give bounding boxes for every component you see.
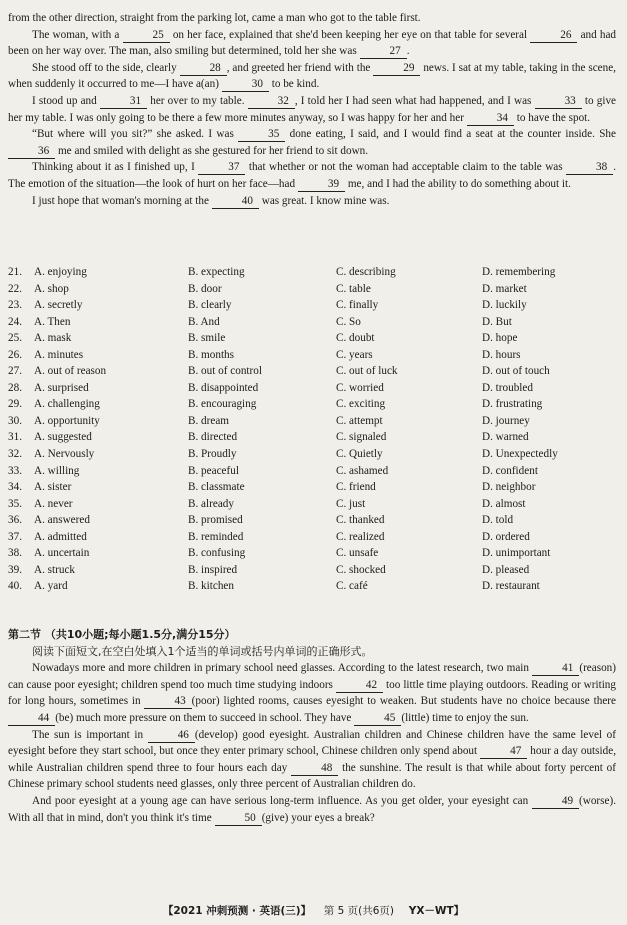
option-c: C. shocked (336, 563, 386, 576)
option-c: C. describing (336, 266, 396, 278)
option-d: D. neighbor (482, 481, 536, 494)
answer-blank: 31 (100, 95, 147, 109)
paragraph (8, 10, 616, 27)
option-d: D. Unexpectedly (482, 448, 558, 461)
question-number: 39. (8, 563, 22, 576)
option-d: D. told (482, 514, 514, 527)
option-c: C. attempt (336, 414, 383, 427)
option-row (8, 266, 618, 283)
text-run: The woman, with a (32, 28, 123, 41)
answer-blank: 45 (354, 712, 401, 726)
question-number: 34. (8, 481, 22, 494)
paragraph (8, 193, 616, 210)
option-row (8, 465, 618, 482)
text-run: (worse). With all that in mind, don't you think it's time (8, 794, 616, 824)
answer-blank: 29 (373, 62, 420, 76)
option-c: C. café (336, 580, 368, 593)
option-b: B. reminded (188, 530, 244, 543)
answer-blank: 27 (360, 45, 407, 59)
option-d: D. luckily (482, 299, 527, 312)
option-a: A. out of reason (34, 365, 107, 378)
option-d: D. pleased (482, 563, 530, 576)
text-run: And poor eyesight at a young age can have serious long-term influence. As you get older, your eyesight can (32, 794, 532, 807)
option-b: B. disappointed (188, 381, 259, 394)
option-a: A. enjoying (34, 266, 87, 278)
text-run: to be kind. (268, 78, 320, 91)
option-b: B. confusing (188, 547, 246, 560)
paragraph (8, 793, 616, 826)
option-c: C. realized (336, 530, 385, 543)
option-row (8, 283, 618, 300)
option-a: A. struck (34, 563, 76, 576)
section-2 (8, 627, 616, 826)
footer-title: 【2021 冲刺预测 · 英语(三)】 (162, 905, 312, 917)
option-d: D. restaurant (482, 580, 540, 593)
option-b: B. promised (188, 514, 243, 527)
text-run: (give) your eyes a break? (261, 811, 375, 824)
option-a: A. mask (34, 332, 72, 345)
answer-blank: 43 (144, 695, 191, 709)
option-d: D. unimportant (482, 547, 551, 560)
option-b: B. expecting (188, 266, 245, 278)
answer-blank: 34 (467, 112, 514, 126)
text-run: was great. I know mine was. (258, 194, 390, 207)
answer-blank: 49 (532, 795, 579, 809)
option-b: B. out of control (188, 365, 262, 378)
answer-blank: 37 (198, 161, 245, 175)
option-c: C. Quietly (336, 448, 383, 461)
text-run: I stood up and (32, 94, 100, 107)
option-a: A. uncertain (34, 547, 90, 560)
text-run: . The emotion of the situation—the look of hurt on her face—had (8, 161, 616, 190)
option-a: A. sister (34, 481, 72, 494)
option-d: D. journey (482, 414, 530, 427)
question-number: 29. (8, 398, 22, 411)
option-row (8, 481, 618, 498)
text-run: (little) time to enjoy the sun. (401, 711, 529, 724)
option-row (8, 316, 618, 333)
option-a: A. willing (34, 464, 80, 477)
option-row (8, 365, 618, 382)
question-number: 27. (8, 365, 22, 378)
text-run: Nowadays more and more children in primary school need glasses. According to the latest research, two main (32, 662, 533, 675)
option-b: B. peaceful (188, 464, 239, 477)
option-c: C. years (336, 348, 373, 361)
text-run: hour a day outside, while Australian children spend three to four hours each day (8, 745, 616, 774)
option-row (8, 580, 618, 597)
paragraph (8, 93, 616, 126)
option-c: C. signaled (336, 431, 387, 444)
options-table (8, 266, 618, 597)
option-c: C. doubt (336, 332, 375, 345)
option-b: B. directed (188, 431, 238, 444)
option-c: C. ashamed (336, 464, 389, 477)
option-a: A. Then (34, 315, 71, 328)
option-a: A. secretly (34, 299, 83, 312)
paragraph (8, 27, 616, 60)
page-footer (0, 903, 627, 918)
question-number: 26. (8, 348, 22, 361)
option-a: A. surprised (34, 381, 89, 394)
question-number: 23. (8, 299, 22, 312)
option-b: B. door (188, 282, 222, 295)
question-number: 30. (8, 414, 22, 427)
question-number: 40. (8, 580, 22, 593)
option-b: B. Proudly (188, 448, 237, 461)
option-a: A. answered (34, 514, 90, 527)
option-c: C. So (336, 315, 361, 328)
option-a: A. never (34, 497, 73, 510)
text-run: (poor) lighted rooms, causes eyesight to weaken. But students have no choice because there (191, 695, 616, 708)
option-row (8, 547, 618, 564)
option-c: C. exciting (336, 398, 386, 411)
text-run: , I told her I had seen what had happened, and I was (294, 94, 535, 107)
text-run: on her face, explained that she'd been keeping her eye on that table for several (169, 28, 531, 41)
text-run: Thinking about it as I finished up, I (32, 161, 199, 174)
answer-blank: 33 (535, 95, 582, 109)
option-row (8, 349, 618, 366)
text-run: to have the spot. (513, 111, 591, 124)
question-number: 24. (8, 315, 22, 328)
answer-blank: 38 (566, 161, 613, 175)
option-b: B. encouraging (188, 398, 257, 411)
option-d: D. hours (482, 348, 521, 361)
question-number: 36. (8, 514, 22, 527)
option-c: C. friend (336, 481, 376, 494)
option-a: A. minutes (34, 348, 84, 361)
text-run: me, and I had the ability to do something about it. (345, 177, 571, 190)
option-c: C. thanked (336, 514, 385, 527)
question-number: 31. (8, 431, 22, 444)
option-b: B. kitchen (188, 580, 234, 593)
text-run: The sun is important in (32, 728, 148, 741)
option-b: B. inspired (188, 563, 238, 576)
answer-blank: 39 (298, 178, 345, 192)
option-c: C. table (336, 282, 371, 295)
text-run: to give her my table. I was only going to be there a few more minutes anyway, so I was happy for her and her (8, 94, 617, 124)
cloze-passage (8, 10, 616, 209)
text-run: news. I sat at my table, taking in the scene, when suddenly it occurred to me—I have a(an) (8, 61, 616, 91)
question-number: 32. (8, 448, 22, 461)
text-run: done eating, I said, and I would find a seat at the counter inside. She (285, 128, 616, 141)
question-number: 25. (8, 332, 22, 345)
answer-blank: 48 (291, 762, 338, 776)
option-row (8, 498, 618, 515)
option-c: C. out of luck (336, 365, 398, 378)
option-d: D. out of touch (482, 365, 550, 378)
option-row (8, 531, 618, 548)
option-a: A. shop (34, 282, 69, 295)
paragraph (8, 660, 616, 726)
option-c: C. unsafe (336, 547, 379, 560)
option-c: C. worried (336, 381, 384, 394)
question-number: 22. (8, 282, 22, 295)
question-number: 28. (8, 381, 22, 394)
option-d: D. market (482, 282, 527, 295)
answer-blank: 28 (180, 62, 227, 76)
text-run: from the other direction, straight from the parking lot, came a man who got to the table first. (8, 12, 421, 24)
answer-blank: 35 (238, 128, 285, 142)
answer-blank: 41 (532, 662, 579, 676)
option-b: B. And (188, 315, 220, 328)
option-b: B. dream (188, 414, 230, 427)
question-number: 35. (8, 497, 22, 510)
option-row (8, 415, 618, 432)
answer-blank: 46 (148, 729, 195, 743)
answer-blank: 40 (212, 195, 259, 209)
section-2-title: 第二节 （共10小题;每小题1.5分,满分15分） (8, 628, 236, 641)
option-row (8, 448, 618, 465)
option-d: D. remembering (482, 266, 556, 278)
paragraph (8, 159, 616, 192)
answer-blank: 26 (530, 29, 577, 43)
text-run: the sunshine. The result is that while about forty percent of Chinese primary school students need glasses, only three percent of Australian children do. (8, 761, 616, 791)
option-a: A. suggested (34, 431, 92, 444)
grammar-passage (8, 660, 616, 826)
question-number: 21. (8, 266, 22, 278)
option-a: A. challenging (34, 398, 100, 411)
option-d: D. warned (482, 431, 529, 444)
text-run: She stood off to the side, clearly (32, 61, 180, 74)
option-row (8, 299, 618, 316)
answer-blank: 42 (336, 679, 383, 693)
option-a: A. admitted (34, 530, 87, 543)
answer-blank: 32 (248, 95, 295, 109)
text-run: I just hope that woman's morning at the (32, 194, 212, 207)
option-a: A. opportunity (34, 414, 100, 427)
answer-blank: 50 (215, 812, 262, 826)
option-row (8, 431, 618, 448)
option-d: D. confident (482, 464, 538, 477)
option-c: C. just (336, 497, 366, 510)
option-d: D. ordered (482, 530, 530, 543)
text-run: too little time playing outdoors. Reading or writing for long hours, sometimes in (8, 678, 616, 708)
option-d: D. hope (482, 332, 518, 345)
answer-blank: 47 (480, 745, 527, 759)
text-run: her over to my table. (147, 94, 248, 107)
text-run: (reason) can cause poor eyesight; children spend too much time studying indoors (8, 662, 616, 691)
option-a: A. yard (34, 580, 68, 593)
option-row (8, 382, 618, 399)
text-run: that whether or not the woman had acceptable claim to the table was (245, 161, 567, 174)
paragraph (8, 727, 616, 793)
option-b: B. classmate (188, 481, 245, 494)
footer-page: 第 5 页(共6页) (323, 905, 395, 917)
answer-blank: 36 (8, 145, 55, 159)
answer-blank: 25 (123, 29, 170, 43)
option-c: C. finally (336, 299, 379, 312)
answer-blank: 44 (8, 712, 55, 726)
option-row (8, 398, 618, 415)
question-number: 33. (8, 464, 22, 477)
text-run: me and smiled with delight as she gestured for her friend to sit down. (55, 144, 369, 157)
text-run: , and greeted her friend with the (226, 61, 374, 74)
text-run: “But where will you sit?” she asked. I was (32, 128, 239, 141)
footer-code: YX－WT】 (408, 905, 465, 917)
option-d: D. troubled (482, 381, 533, 394)
paragraph (8, 60, 616, 93)
option-b: B. smile (188, 332, 226, 345)
answer-blank: 30 (222, 78, 269, 92)
text-run: . (406, 45, 410, 58)
text-run: and had been on her way over. The man, also smiling but determined, told her she was (8, 28, 617, 58)
question-number: 37. (8, 530, 22, 543)
paragraph (8, 126, 616, 159)
section-2-instruction: 阅读下面短文,在空白处填入1个适当的单词或括号内单词的正确形式。 (32, 644, 373, 658)
text-run: (develop) good eyesight. Australian children and Chinese children have the same level of eyesight before they start school, but once they enter primary school, Chinese children only spend about (8, 728, 616, 758)
text-run: (be) much more pressure on them to succeed in school. They have (55, 711, 355, 724)
option-b: B. clearly (188, 299, 232, 312)
option-a: A. Nervously (34, 448, 95, 461)
option-b: B. months (188, 348, 235, 361)
option-row (8, 514, 618, 531)
option-d: D. frustrating (482, 398, 543, 411)
question-number: 38. (8, 547, 22, 560)
option-d: D. almost (482, 497, 526, 510)
option-row (8, 332, 618, 349)
option-d: D. But (482, 315, 512, 328)
option-row (8, 564, 618, 581)
option-b: B. already (188, 497, 234, 510)
